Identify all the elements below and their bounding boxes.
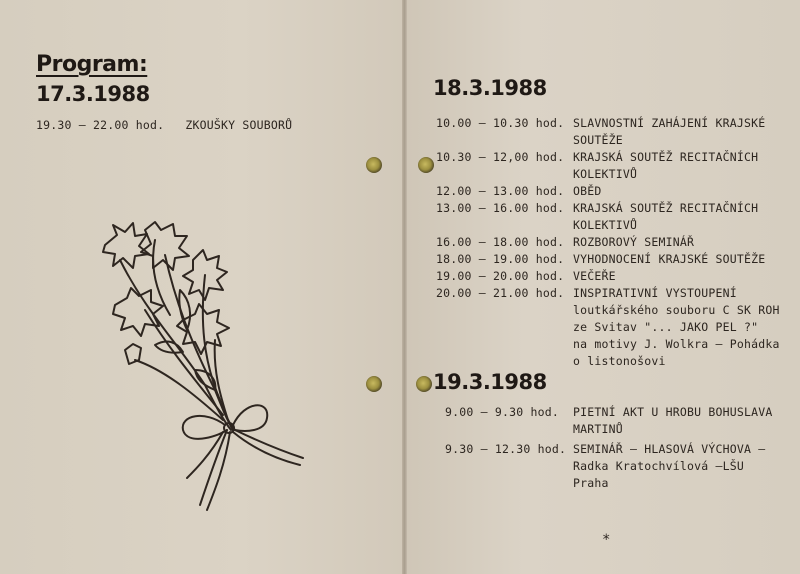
entry-time: 10.30 – 12,00 hod. — [436, 150, 565, 164]
entry-time: 10.00 – 10.30 hod. — [436, 116, 565, 130]
entry-line: MARTINŮ — [573, 422, 623, 436]
entry-line: loutkářského souboru C SK ROH — [573, 303, 780, 317]
schedule-entry — [436, 200, 564, 217]
entry-description — [573, 149, 758, 183]
entry-time: 9.30 – 12.30 hod. — [445, 442, 567, 456]
entry-line: SLAVNOSTNÍ ZAHÁJENÍ KRAJSKÉ — [573, 116, 766, 130]
page-fold — [402, 0, 407, 574]
entry-description — [573, 183, 602, 200]
punch-hole-icon — [366, 376, 382, 392]
punch-hole-icon — [418, 157, 434, 173]
day2-schedule — [436, 115, 786, 385]
day3-date: 19.3.1988 — [433, 370, 547, 394]
schedule-entry — [436, 251, 564, 268]
entry-time: 9.00 – 9.30 hod. — [445, 405, 559, 419]
schedule-entry — [436, 285, 564, 302]
entry-line: KOLEKTIVŮ — [573, 218, 638, 232]
entry-line: VYHODNOCENÍ KRAJSKÉ SOUTĚŽE — [573, 252, 766, 266]
schedule-entry — [445, 404, 559, 421]
entry-time: 12.00 – 13.00 hod. — [436, 184, 565, 198]
entry-description — [573, 285, 780, 370]
entry-description — [573, 268, 616, 285]
schedule-entry — [436, 183, 564, 200]
entry-line: VEČEŘE — [573, 269, 616, 283]
entry-description: ZKOUŠKY SOUBORŮ — [185, 118, 293, 132]
entry-line: na motivy J. Wolkra – Pohádka — [573, 337, 780, 351]
entry-description — [573, 441, 765, 492]
schedule-entry — [445, 441, 566, 458]
entry-line: KRAJSKÁ SOUTĚŽ RECITAČNÍCH — [573, 150, 759, 164]
punch-hole-icon — [416, 376, 432, 392]
entry-time: 20.00 – 21.00 hod. — [436, 286, 565, 300]
entry-description — [573, 404, 772, 438]
day2-date: 18.3.1988 — [433, 76, 547, 100]
schedule-entry — [436, 268, 564, 285]
entry-line: KRAJSKÁ SOUTĚŽ RECITAČNÍCH — [573, 201, 759, 215]
entry-time: 18.00 – 19.00 hod. — [436, 252, 565, 266]
entry-time: 19.30 – 22.00 hod. — [36, 118, 165, 132]
flower-bouquet-icon — [95, 220, 310, 515]
entry-line: ROZBOROVÝ SEMINÁŘ — [573, 235, 695, 249]
entry-line: ze Svitav "... JAKO PEL ?" — [573, 320, 759, 334]
entry-time: 16.00 – 18.00 hod. — [436, 235, 565, 249]
day1-date: 17.3.1988 — [36, 82, 150, 106]
day3-schedule — [436, 404, 786, 504]
entry-line: KOLEKTIVŮ — [573, 167, 638, 181]
entry-line: o listonošovi — [573, 354, 666, 368]
entry-time: 19.00 – 20.00 hod. — [436, 269, 565, 283]
schedule-entry — [36, 117, 292, 134]
footer-asterisk: * — [602, 532, 611, 548]
entry-line: INSPIRATIVNÍ VYSTOUPENÍ — [573, 286, 737, 300]
schedule-entry — [436, 234, 564, 251]
entry-description — [573, 251, 765, 268]
entry-line: Praha — [573, 476, 609, 490]
entry-time: 13.00 – 16.00 hod. — [436, 201, 565, 215]
program-title: Program: — [36, 52, 148, 77]
entry-description — [573, 200, 758, 234]
entry-line: SEMINÁŘ – HLASOVÁ VÝCHOVA – — [573, 442, 766, 456]
schedule-entry — [436, 149, 564, 166]
entry-line: PIETNÍ AKT U HROBU BOHUSLAVA — [573, 405, 773, 419]
entry-line: SOUTĚŽE — [573, 133, 623, 147]
punch-hole-icon — [366, 157, 382, 173]
schedule-entry — [436, 115, 564, 132]
entry-description — [573, 115, 765, 149]
entry-line: OBĚD — [573, 184, 602, 198]
entry-line: Radka Kratochvílová –LŠU — [573, 459, 744, 473]
entry-description — [573, 234, 694, 251]
